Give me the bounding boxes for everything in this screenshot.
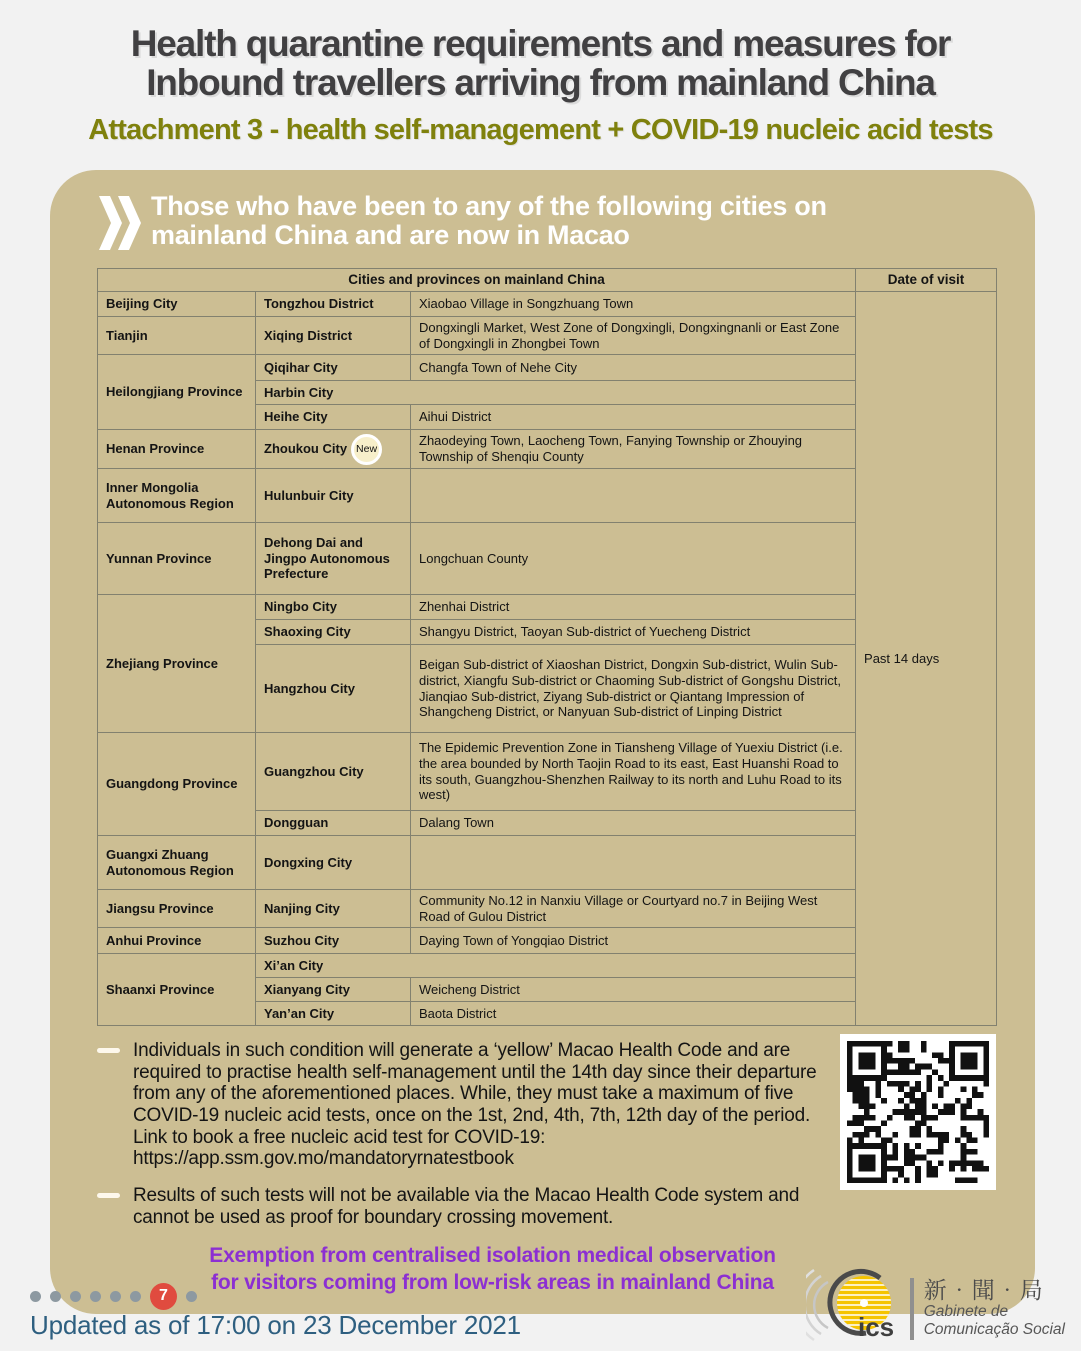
main-panel bbox=[50, 170, 1035, 1314]
district-cell: Community No.12 in Nanxiu Village or Courtyard no.7 in Beijing West Road of Gulou District bbox=[411, 890, 856, 928]
district-cell: Dongxingli Market, West Zone of Dongxingli, Dongxingnanli or East Zone of Dongxingli in Zhongbei Town bbox=[411, 317, 856, 355]
pagination-dot bbox=[130, 1291, 141, 1302]
city-cell: Dongxing City bbox=[256, 836, 411, 890]
logo-pt-text-line1: Gabinete de bbox=[923, 1303, 1009, 1321]
city-cell: Zhoukou City New bbox=[256, 430, 411, 469]
logo-chinese-text: 新‧聞‧局 bbox=[923, 1277, 1044, 1304]
city-cell: Xi’an City bbox=[256, 954, 856, 978]
district-cell: Aihui District bbox=[411, 405, 856, 430]
city-cell: Hangzhou City bbox=[256, 645, 411, 733]
page-title-line2: Inbound travellers arriving from mainland China bbox=[146, 61, 935, 103]
note-item bbox=[97, 1040, 828, 1170]
current-page-badge: 7 bbox=[150, 1283, 177, 1310]
dash-bullet-icon bbox=[97, 1193, 120, 1198]
new-badge: New bbox=[351, 434, 382, 465]
table-row bbox=[98, 292, 997, 317]
city-cell: Dongguan bbox=[256, 811, 411, 836]
panel-heading bbox=[97, 192, 996, 257]
note-text: Results of such tests will not be available via the Macao Health Code system and cannot be used as proof for boundary crossing movement. bbox=[133, 1184, 800, 1228]
district-cell: Beigan Sub-district of Xiaoshan District, Dongxin Sub-district, Wulin Sub-district, Xiangfu Sub-district or Chaoming Sub-district of Gongshu District, Jianqiao Sub-district, Ziyang Sub-district or Qiantang Impression of Shangcheng District, or Nanyuan Sub-district of Linping District bbox=[411, 645, 856, 733]
province-cell: Guangxi Zhuang Autonomous Region bbox=[98, 836, 256, 890]
pagination-dot bbox=[90, 1291, 101, 1302]
dash-bullet-icon bbox=[97, 1048, 120, 1053]
city-cell: Heihe City bbox=[256, 405, 411, 430]
qr-code bbox=[840, 1034, 996, 1190]
province-cell: Jiangsu Province bbox=[98, 890, 256, 928]
district-cell: Zhaodeying Town, Laocheng Town, Fanying Township or Zhouying Township of Shenqiu County bbox=[411, 430, 856, 469]
province-cell: Beijing City bbox=[98, 292, 256, 317]
city-cell: Tongzhou District bbox=[256, 292, 411, 317]
pagination-dot bbox=[110, 1291, 121, 1302]
city-cell: Yan’an City bbox=[256, 1002, 411, 1026]
province-cell: Henan Province bbox=[98, 430, 256, 469]
double-chevron-icon bbox=[97, 194, 141, 257]
province-cell: Tianjin bbox=[98, 317, 256, 355]
city-cell: Hulunbuir City bbox=[256, 469, 411, 523]
city-cell: Xianyang City bbox=[256, 978, 411, 1002]
updated-text: Updated as of 17:00 on 23 December 2021 bbox=[30, 1310, 521, 1340]
gcs-emblem-icon bbox=[806, 1266, 906, 1351]
district-cell: The Epidemic Prevention Zone in Tiansheng Village of Yuexiu District (i.e. the area bounded by North Taojin Road to its east, East Huanshi Road to its south, Guangzhou-Shenzhen Railway to its north and Luhu Road to its west) bbox=[411, 733, 856, 811]
logo-pt-text-line2: Comunicação Social bbox=[923, 1321, 1065, 1339]
city-cell: Xiqing District bbox=[256, 317, 411, 355]
table-header-date: Date of visit bbox=[856, 269, 997, 292]
district-cell: Weicheng District bbox=[411, 978, 856, 1002]
pagination-dot bbox=[186, 1291, 197, 1302]
district-cell: Longchuan County bbox=[411, 523, 856, 595]
pagination-dot bbox=[70, 1291, 81, 1302]
page-subtitle: Attachment 3 - health self-management + COVID-19 nucleic acid tests bbox=[88, 113, 993, 146]
city-cell: Qiqihar City bbox=[256, 355, 411, 381]
province-cell: Guangdong Province bbox=[98, 733, 256, 836]
district-cell: Baota District bbox=[411, 1002, 856, 1026]
province-cell: Yunnan Province bbox=[98, 523, 256, 595]
province-cell: Heilongjiang Province bbox=[98, 355, 256, 430]
date-of-visit-cell: Past 14 days bbox=[856, 292, 997, 1026]
note-text: Individuals in such condition will generate a ‘yellow’ Macao Health Code and are required to practise health self-management until the 14th day since their departure from any of the aforementioned places. While, they must take a maximum of five COVID-19 nucleic acid tests, once on the 1st, 2nd, 4th, 7th, 12th day of the period. Link to book a free nucleic acid test for COVID-19: https://app.ssm.gov.mo/mandatoryrnatestbook bbox=[133, 1040, 817, 1170]
pagination-dot bbox=[30, 1291, 41, 1302]
exemption-note: Exemption from centralised isolation medical observation for visitors coming from low-risk areas in mainland China bbox=[209, 1244, 776, 1294]
city-cell: Harbin City bbox=[256, 381, 856, 405]
page-title bbox=[0, 25, 1081, 103]
district-cell: Xiaobao Village in Songzhuang Town bbox=[411, 292, 856, 317]
note-item bbox=[97, 1185, 828, 1228]
district-cell: Zhenhai District bbox=[411, 595, 856, 620]
city-cell: Ningbo City bbox=[256, 595, 411, 620]
district-cell: Changfa Town of Nehe City bbox=[411, 355, 856, 381]
table-header-main: Cities and provinces on mainland China bbox=[98, 269, 856, 292]
page-title-line1: Health quarantine requirements and measures for bbox=[130, 23, 951, 64]
cities-table bbox=[97, 268, 997, 1026]
pagination-dot bbox=[50, 1291, 61, 1302]
logo-separator bbox=[910, 1278, 914, 1340]
district-cell bbox=[411, 469, 856, 523]
province-cell: Zhejiang Province bbox=[98, 595, 256, 733]
city-cell: Dehong Dai and Jingpo Autonomous Prefecture bbox=[256, 523, 411, 595]
district-cell bbox=[411, 836, 856, 890]
gcs-acronym: ics bbox=[857, 1312, 894, 1342]
city-cell: Suzhou City bbox=[256, 928, 411, 954]
notes-section bbox=[97, 1040, 996, 1296]
pagination bbox=[30, 1282, 197, 1310]
district-cell: Daying Town of Yongqiao District bbox=[411, 928, 856, 954]
city-cell: Shaoxing City bbox=[256, 620, 411, 645]
district-cell: Dalang Town bbox=[411, 811, 856, 836]
panel-heading-text: Those who have been to any of the following cities on mainland China and are now in Macao bbox=[151, 191, 827, 251]
province-cell: Anhui Province bbox=[98, 928, 256, 954]
city-cell: Guangzhou City bbox=[256, 733, 411, 811]
city-cell: Nanjing City bbox=[256, 890, 411, 928]
gcs-logo bbox=[806, 1266, 1065, 1351]
province-cell: Inner Mongolia Autonomous Region bbox=[98, 469, 256, 523]
district-cell: Shangyu District, Taoyan Sub-district of Yuecheng District bbox=[411, 620, 856, 645]
province-cell: Shaanxi Province bbox=[98, 954, 256, 1026]
